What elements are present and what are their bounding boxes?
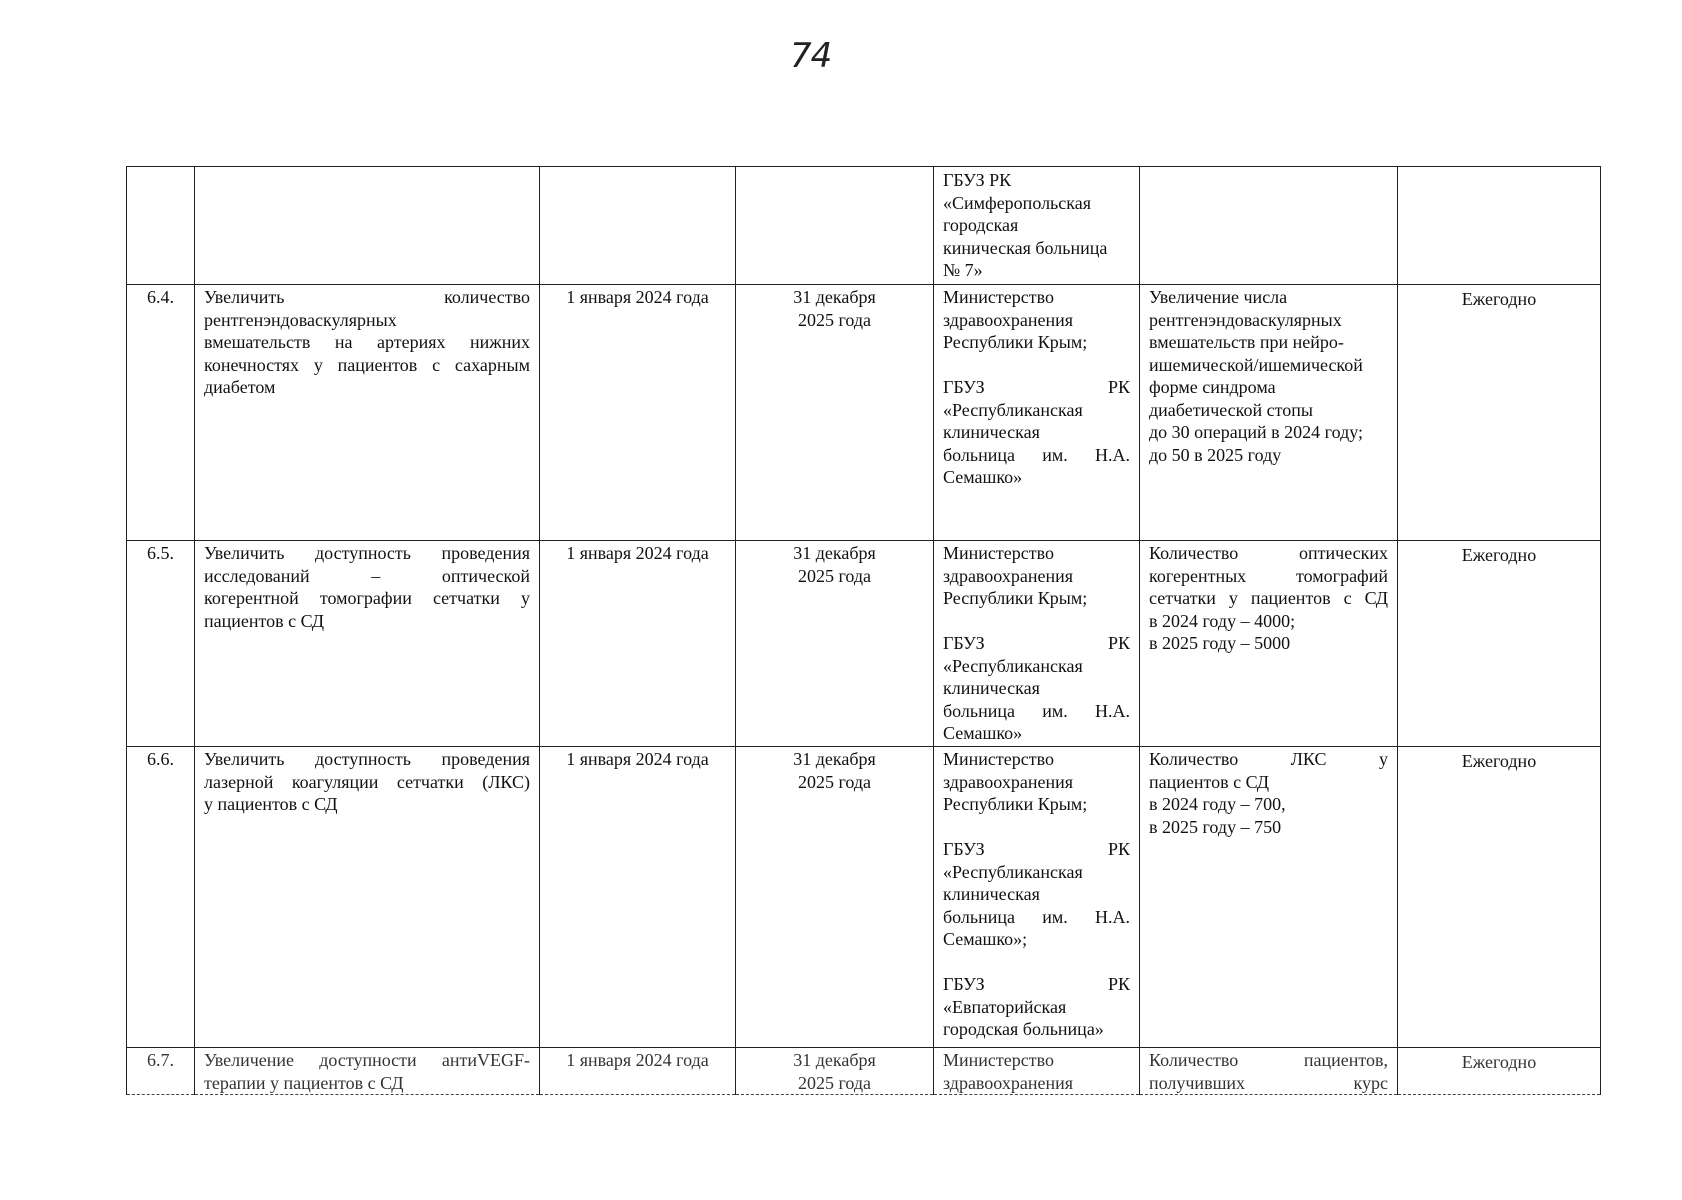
result-cell xyxy=(1140,167,1398,285)
result-line: получивших курс xyxy=(1149,1072,1388,1093)
start-date-cell xyxy=(540,541,736,747)
executor-line: больница им. Н.А. xyxy=(943,700,1130,721)
task-line: Увеличение доступности антиVEGF- xyxy=(204,1050,530,1070)
result-line: пациентов с СД xyxy=(1149,771,1270,792)
executor-line: клиническая xyxy=(943,884,1040,904)
table-row xyxy=(127,747,1601,1048)
num-cell xyxy=(127,285,195,541)
task-line: вмешательств на артериях нижних xyxy=(204,332,530,352)
end-date-cell xyxy=(736,747,934,1048)
start-date: 1 января 2024 года xyxy=(566,543,709,563)
table-row-continuation xyxy=(127,167,1601,285)
executor-line: городская больница» xyxy=(943,1019,1104,1039)
result-line: сетчатки у пациентов с СД xyxy=(1149,588,1388,608)
executor-line: Министерство xyxy=(943,287,1054,307)
executor-line: Министерство xyxy=(943,749,1054,769)
end-date-line: 2025 года xyxy=(797,1072,872,1093)
start-date-cell xyxy=(540,747,736,1048)
task-cell xyxy=(195,1048,540,1095)
executor-line: здравоохранения xyxy=(943,309,1074,330)
result-cell xyxy=(1140,541,1398,747)
task-line: конечностях у пациентов с сахарным xyxy=(204,354,530,375)
start-date: 1 января 2024 года xyxy=(566,287,709,307)
executor-line: Республики Крым; xyxy=(943,588,1088,608)
row-number: 6.5. xyxy=(147,543,174,563)
executor-line: Министерство xyxy=(943,1050,1054,1070)
task-line: исследований – оптической xyxy=(204,565,530,586)
start-date-cell xyxy=(540,285,736,541)
result-line: ишемической/ишемической xyxy=(1149,354,1363,375)
task-line: когерентной томографии сетчатки у xyxy=(204,588,530,608)
num-cell xyxy=(127,167,195,285)
frequency-cell xyxy=(1398,747,1601,1048)
executor-line: больница им. Н.А. xyxy=(943,444,1130,465)
executor-line: киническая больница xyxy=(943,237,1108,258)
executor-line: «Симферопольская xyxy=(943,192,1091,213)
executor-line: Семашко»; xyxy=(943,929,1028,949)
result-line: в 2025 году – 5000 xyxy=(1149,633,1291,653)
executor-line: больница им. Н.А. xyxy=(943,906,1130,927)
start-date: 1 января 2024 года xyxy=(566,1050,709,1070)
task-line: терапии у пациентов с СД xyxy=(204,1072,404,1093)
frequency: Ежегодно xyxy=(1461,545,1537,565)
executor-line: клиническая xyxy=(943,422,1040,442)
frequency: Ежегодно xyxy=(1461,751,1537,771)
end-date-line: 31 декабря xyxy=(793,287,876,307)
start-date: 1 января 2024 года xyxy=(566,749,709,769)
executor-line: Семашко» xyxy=(943,723,1023,743)
executor-line: здравоохранения xyxy=(943,1072,1074,1093)
executor-line: ГБУЗ РК xyxy=(943,974,1130,994)
table-row xyxy=(127,541,1601,747)
row-number: 6.4. xyxy=(147,287,174,307)
frequency-cell xyxy=(1398,167,1601,285)
task-cell xyxy=(195,167,540,285)
executor-cell xyxy=(934,285,1140,541)
executor-cell xyxy=(934,541,1140,747)
executor-line: «Республиканская xyxy=(943,399,1083,420)
task-line: диабетом xyxy=(204,377,276,397)
executor-line: клиническая xyxy=(943,678,1040,698)
task-line: лазерной коагуляции сетчатки (ЛКС) xyxy=(204,771,530,792)
executor-cell xyxy=(934,747,1140,1048)
executor-line: ГБУЗ РК xyxy=(943,633,1130,653)
result-line: форме синдрома xyxy=(1149,377,1276,397)
result-line: до 30 операций в 2024 году; xyxy=(1149,422,1364,442)
end-date-line: 31 декабря xyxy=(793,749,876,769)
end-date-cell xyxy=(736,1048,934,1095)
task-line: Увеличить доступность проведения xyxy=(204,543,530,563)
task-cell xyxy=(195,747,540,1048)
executor-line: здравоохранения xyxy=(943,771,1074,792)
task-line: пациентов с СД xyxy=(204,610,325,631)
executor-line: Республики Крым; xyxy=(943,794,1088,814)
task-line: Увеличить количество xyxy=(204,287,530,307)
executor-cell xyxy=(934,167,1140,285)
end-date-cell xyxy=(736,167,934,285)
executor-line: «Республиканская xyxy=(943,861,1083,882)
result-cell xyxy=(1140,747,1398,1048)
executor-line: «Евпаторийская xyxy=(943,996,1067,1017)
executor-cell xyxy=(934,1048,1140,1095)
task-line: Увеличить доступность проведения xyxy=(204,749,530,769)
measures-table xyxy=(126,166,1601,1095)
table-row xyxy=(127,1048,1601,1095)
executor-line: ГБУЗ РК xyxy=(943,170,1012,190)
start-date-cell xyxy=(540,1048,736,1095)
table-row xyxy=(127,285,1601,541)
executor-line: ГБУЗ РК xyxy=(943,377,1130,397)
frequency-cell xyxy=(1398,285,1601,541)
result-line: в 2024 году – 4000; xyxy=(1149,610,1296,631)
executor-line: № 7» xyxy=(943,260,983,280)
result-line: рентгенэндоваскулярных xyxy=(1149,309,1342,330)
start-date-cell xyxy=(540,167,736,285)
task-cell xyxy=(195,285,540,541)
row-number: 6.7. xyxy=(147,1050,174,1070)
num-cell xyxy=(127,747,195,1048)
end-date-line: 2025 года xyxy=(797,309,872,330)
task-line: у пациентов с СД xyxy=(204,794,338,814)
frequency-cell xyxy=(1398,1048,1601,1095)
end-date-cell xyxy=(736,541,934,747)
result-line: вмешательств при нейро- xyxy=(1149,332,1344,352)
row-number: 6.6. xyxy=(147,749,174,769)
result-line: диабетической стопы xyxy=(1149,399,1313,420)
result-line: Количество пациентов, xyxy=(1149,1050,1388,1070)
page-number: 74 xyxy=(790,36,832,76)
end-date-line: 2025 года xyxy=(797,565,872,586)
end-date-line: 31 декабря xyxy=(793,543,876,563)
end-date-cell xyxy=(736,285,934,541)
frequency: Ежегодно xyxy=(1461,289,1537,309)
executor-line: ГБУЗ РК xyxy=(943,839,1130,859)
executor-line: Министерство xyxy=(943,543,1054,563)
result-line: Количество ЛКС у xyxy=(1149,749,1388,769)
executor-line: «Республиканская xyxy=(943,655,1083,676)
result-line: до 50 в 2025 году xyxy=(1149,444,1282,465)
result-line: в 2025 году – 750 xyxy=(1149,816,1282,837)
frequency: Ежегодно xyxy=(1461,1052,1537,1072)
num-cell xyxy=(127,1048,195,1095)
task-cell xyxy=(195,541,540,747)
executor-line: Республики Крым; xyxy=(943,332,1088,352)
end-date-line: 31 декабря xyxy=(793,1050,876,1070)
num-cell xyxy=(127,541,195,747)
result-line: когерентных томографий xyxy=(1149,565,1388,586)
task-line: рентгенэндоваскулярных xyxy=(204,309,397,330)
frequency-cell xyxy=(1398,541,1601,747)
result-line: Количество оптических xyxy=(1149,543,1388,563)
end-date-line: 2025 года xyxy=(797,771,872,792)
executor-line: городская xyxy=(943,215,1019,235)
result-line: в 2024 году – 700, xyxy=(1149,794,1286,814)
result-cell xyxy=(1140,285,1398,541)
executor-line: Семашко» xyxy=(943,467,1023,487)
result-line: Увеличение числа xyxy=(1149,287,1288,307)
executor-line: здравоохранения xyxy=(943,565,1074,586)
result-cell xyxy=(1140,1048,1398,1095)
